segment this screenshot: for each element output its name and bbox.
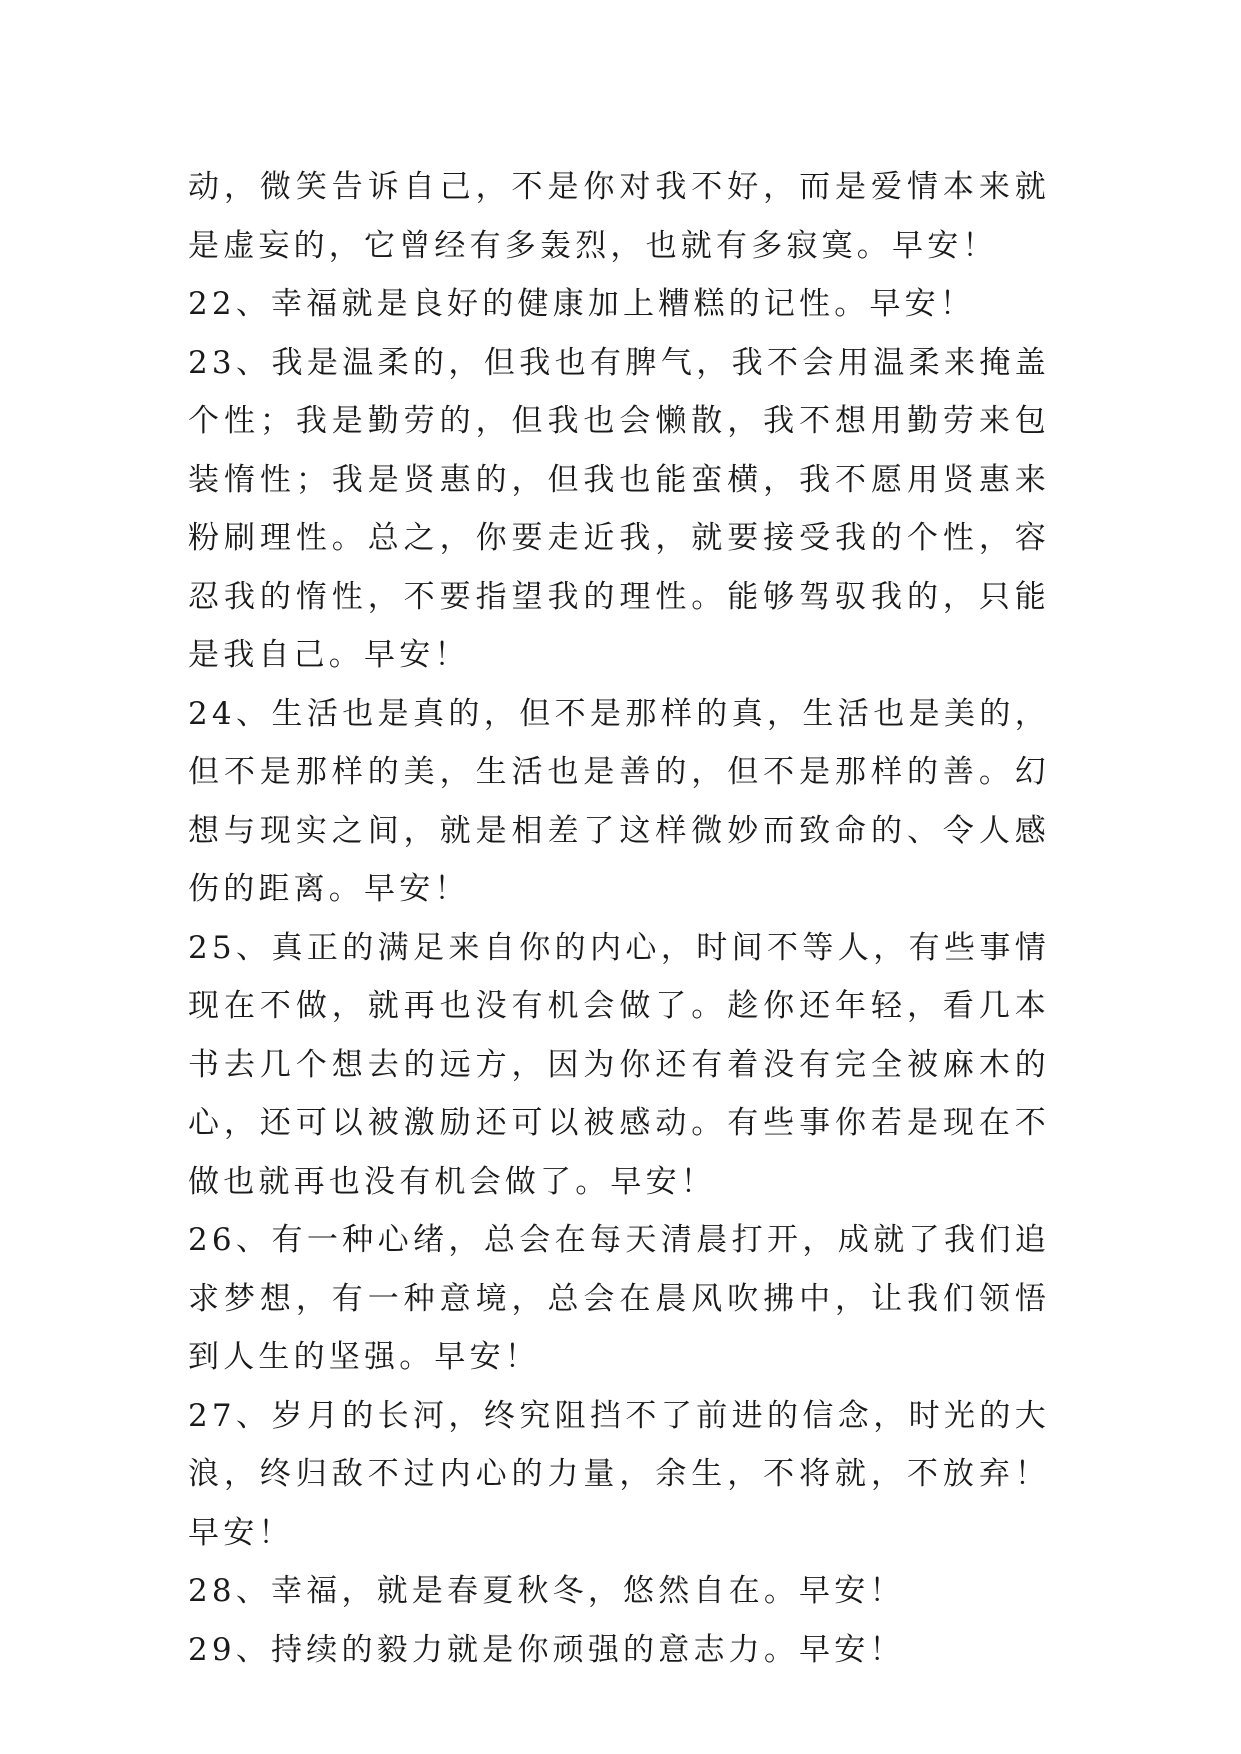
paragraph-item-28: 28、幸福，就是春夏秋冬，悠然自在。早安！ xyxy=(188,1573,905,1609)
paragraph-item-23: 23、我是温柔的，但我也有脾气，我不会用温柔来掩盖个性；我是勤劳的，但我也会懒散，我不想用勤劳来包装惰性；我是贤惠的，但我也能蛮横，我不愿用贤惠来粉刷理性。总之，你要走近我，就要接受我的个性，容忍我的惰性，不要指望我的理性。能够驾驭我的，只能是我自己。早安！ xyxy=(188,344,1050,673)
paragraph-item-26: 26、有一种心绪，总会在每天清晨打开，成就了我们追求梦想，有一种意境，总会在晨风吹拂中，让我们领悟到人生的坚强。早安！ xyxy=(188,1222,1050,1375)
paragraph-continuation: 动，微笑告诉自己，不是你对我不好，而是爱情本来就是虚妄的，它曾经有多轰烈，也就有多寂寞。早安！ xyxy=(188,169,1050,264)
paragraph-item-25: 25、真正的满足来自你的内心，时间不等人，有些事情现在不做，就再也没有机会做了。趁你还年轻，看几本书去几个想去的远方，因为你还有着没有完全被麻木的心，还可以被激励还可以被感动。有些事你若是现在不做也就再也没有机会做了。早安！ xyxy=(188,929,1050,1200)
paragraph-item-29: 29、持续的毅力就是你顽强的意志力。早安！ xyxy=(188,1631,905,1668)
document-body xyxy=(188,158,1050,1679)
paragraph-item-22: 22、幸福就是良好的健康加上糟糕的记性。早安！ xyxy=(188,286,976,322)
paragraph-item-24: 24、生活也是真的，但不是那样的真，生活也是美的，但不是那样的美，生活也是善的，但不是那样的善。幻想与现实之间，就是相差了这样微妙而致命的、令人感伤的距离。早安！ xyxy=(188,695,1050,907)
paragraph-item-27: 27、岁月的长河，终究阻挡不了前进的信念，时光的大浪，终归敌不过内心的力量，余生，不将就，不放弃！早安！ xyxy=(188,1397,1050,1551)
